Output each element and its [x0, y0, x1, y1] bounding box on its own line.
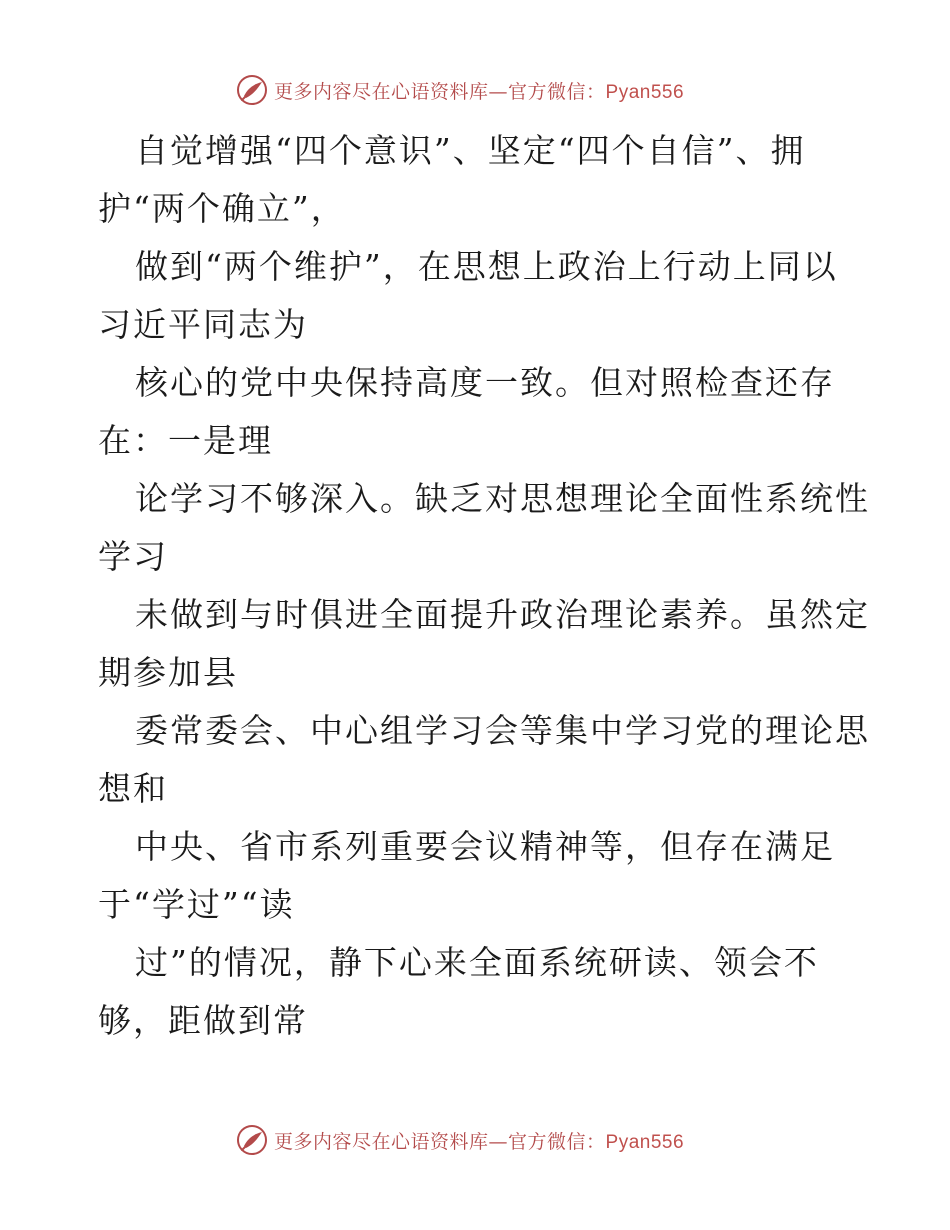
pen-nib-logo-icon [236, 74, 268, 106]
text-line: 在：一是理 [98, 421, 273, 460]
pen-nib-logo-icon [236, 1124, 268, 1156]
text-line: 够，距做到常 [98, 1001, 308, 1040]
text-line: 护“两个确立”， [98, 189, 346, 228]
text-line: 于“学过”“读 [98, 885, 295, 924]
footer-wechat-id: Pyan556 [605, 1131, 685, 1153]
text-line: 中央、省市系列重要会议精神等，但存在满足 [135, 827, 835, 866]
text-line: 期参加县 [98, 653, 238, 692]
header-banner [236, 72, 684, 108]
text-line: 委常委会、中心组学习会等集中学习党的理论思 [135, 711, 870, 750]
text-line: 学习 [98, 537, 168, 576]
text-line: 习近平同志为 [98, 305, 308, 344]
text-line: 论学习不够深入。缺乏对思想理论全面性系统性 [135, 479, 870, 518]
text-line: 自觉增强“四个意识”、坚定“四个自信”、拥 [135, 131, 806, 170]
text-line: 做到“两个维护”，在思想上政治上行动上同以 [135, 247, 838, 286]
document-body [98, 122, 870, 1050]
footer-banner-text: 更多内容尽在心语资料库—官方微信：Pyan556 [274, 1130, 685, 1153]
footer-banner [236, 1122, 684, 1158]
text-line: 核心的党中央保持高度一致。但对照检查还存 [135, 363, 835, 402]
header-wechat-id: Pyan556 [605, 81, 685, 103]
header-banner-text: 更多内容尽在心语资料库—官方微信：Pyan556 [274, 80, 685, 103]
text-line: 未做到与时俱进全面提升政治理论素养。虽然定 [135, 595, 870, 634]
text-line: 过”的情况，静下心来全面系统研读、领会不 [135, 943, 819, 982]
text-line: 想和 [98, 769, 168, 808]
